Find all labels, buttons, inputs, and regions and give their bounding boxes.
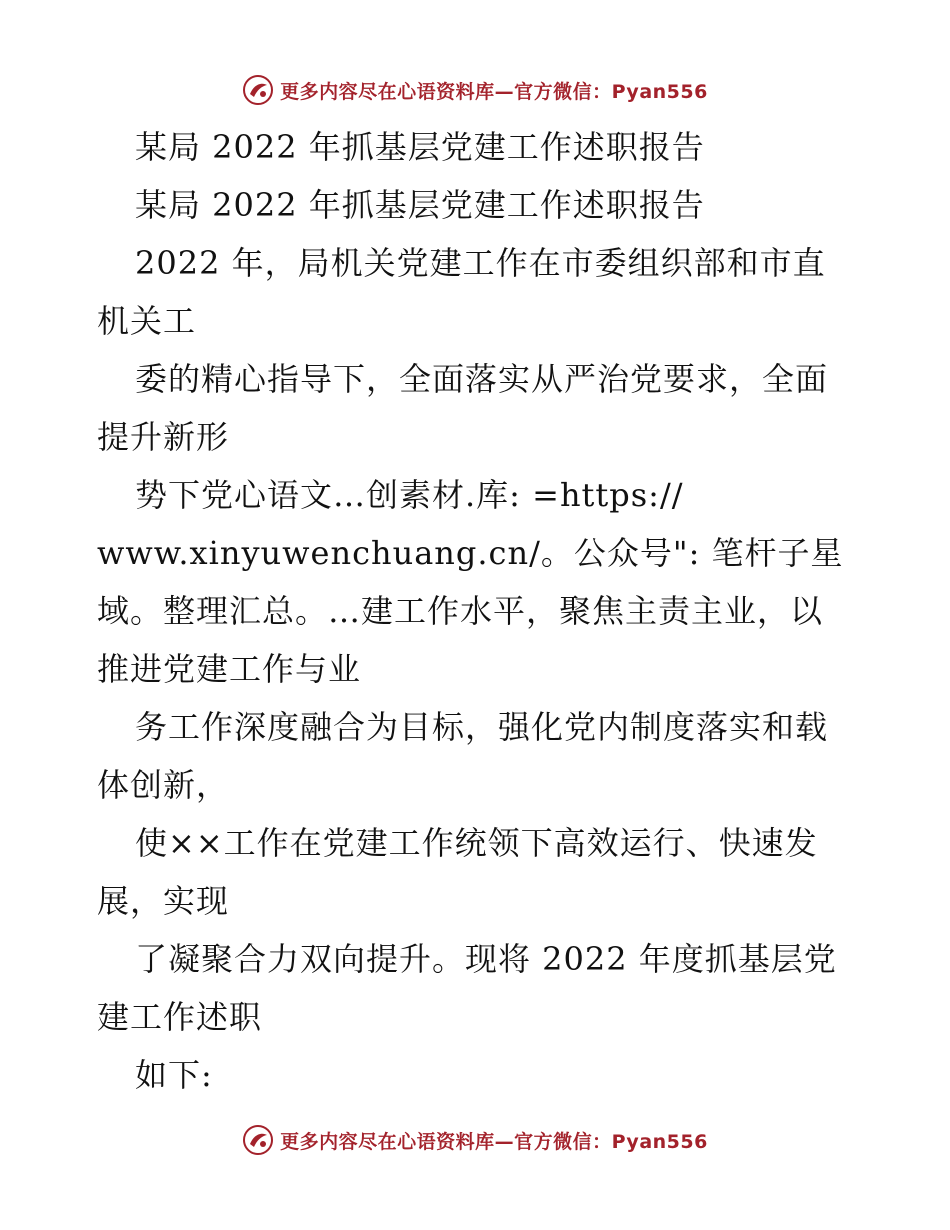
circular-stamp-logo-icon xyxy=(242,74,274,106)
header-banner xyxy=(0,70,950,110)
paragraph-line: 如下: xyxy=(135,1056,213,1094)
paragraph-line: 务工作深度融合为目标，强化党内制度落实和载 xyxy=(135,708,829,746)
banner-text: 更多内容尽在心语资料库—官方微信：Pyan556 xyxy=(280,1130,708,1153)
paragraph-line: 域。整理汇总。…建工作水平，聚焦主责主业，以 xyxy=(97,592,824,630)
paragraph-line: 势下党心语文…创素材.库: =https:// xyxy=(135,476,684,514)
doc-subtitle: 某局 2022 年抓基层党建工作述职报告 xyxy=(135,186,705,224)
footer-banner xyxy=(0,1120,950,1160)
paragraph-line: 展，实现 xyxy=(97,882,230,920)
banner-text: 更多内容尽在心语资料库—官方微信：Pyan556 xyxy=(280,80,708,103)
paragraph-line: 2022 年，局机关党建工作在市委组织部和市直 xyxy=(135,244,826,282)
paragraph-line: www.xinyuwenchuang.cn/。公众号": 笔杆子星 xyxy=(97,534,844,572)
circular-stamp-logo-icon xyxy=(242,1124,274,1156)
paragraph-line: 使××工作在党建工作统领下高效运行、快速发 xyxy=(135,824,818,862)
doc-title: 某局 2022 年抓基层党建工作述职报告 xyxy=(135,128,705,166)
paragraph-line: 了凝聚合力双向提升。现将 2022 年度抓基层党 xyxy=(135,940,837,978)
paragraph-line: 委的精心指导下，全面落实从严治党要求，全面 xyxy=(135,360,829,398)
paragraph-line: 建工作述职 xyxy=(97,998,263,1036)
paragraph-line: 机关工 xyxy=(97,302,197,340)
paragraph-line: 提升新形 xyxy=(97,418,230,456)
paragraph-line: 推进党建工作与业 xyxy=(97,650,362,688)
paragraph-line: 体创新， xyxy=(97,766,230,804)
document-body xyxy=(97,118,857,1104)
